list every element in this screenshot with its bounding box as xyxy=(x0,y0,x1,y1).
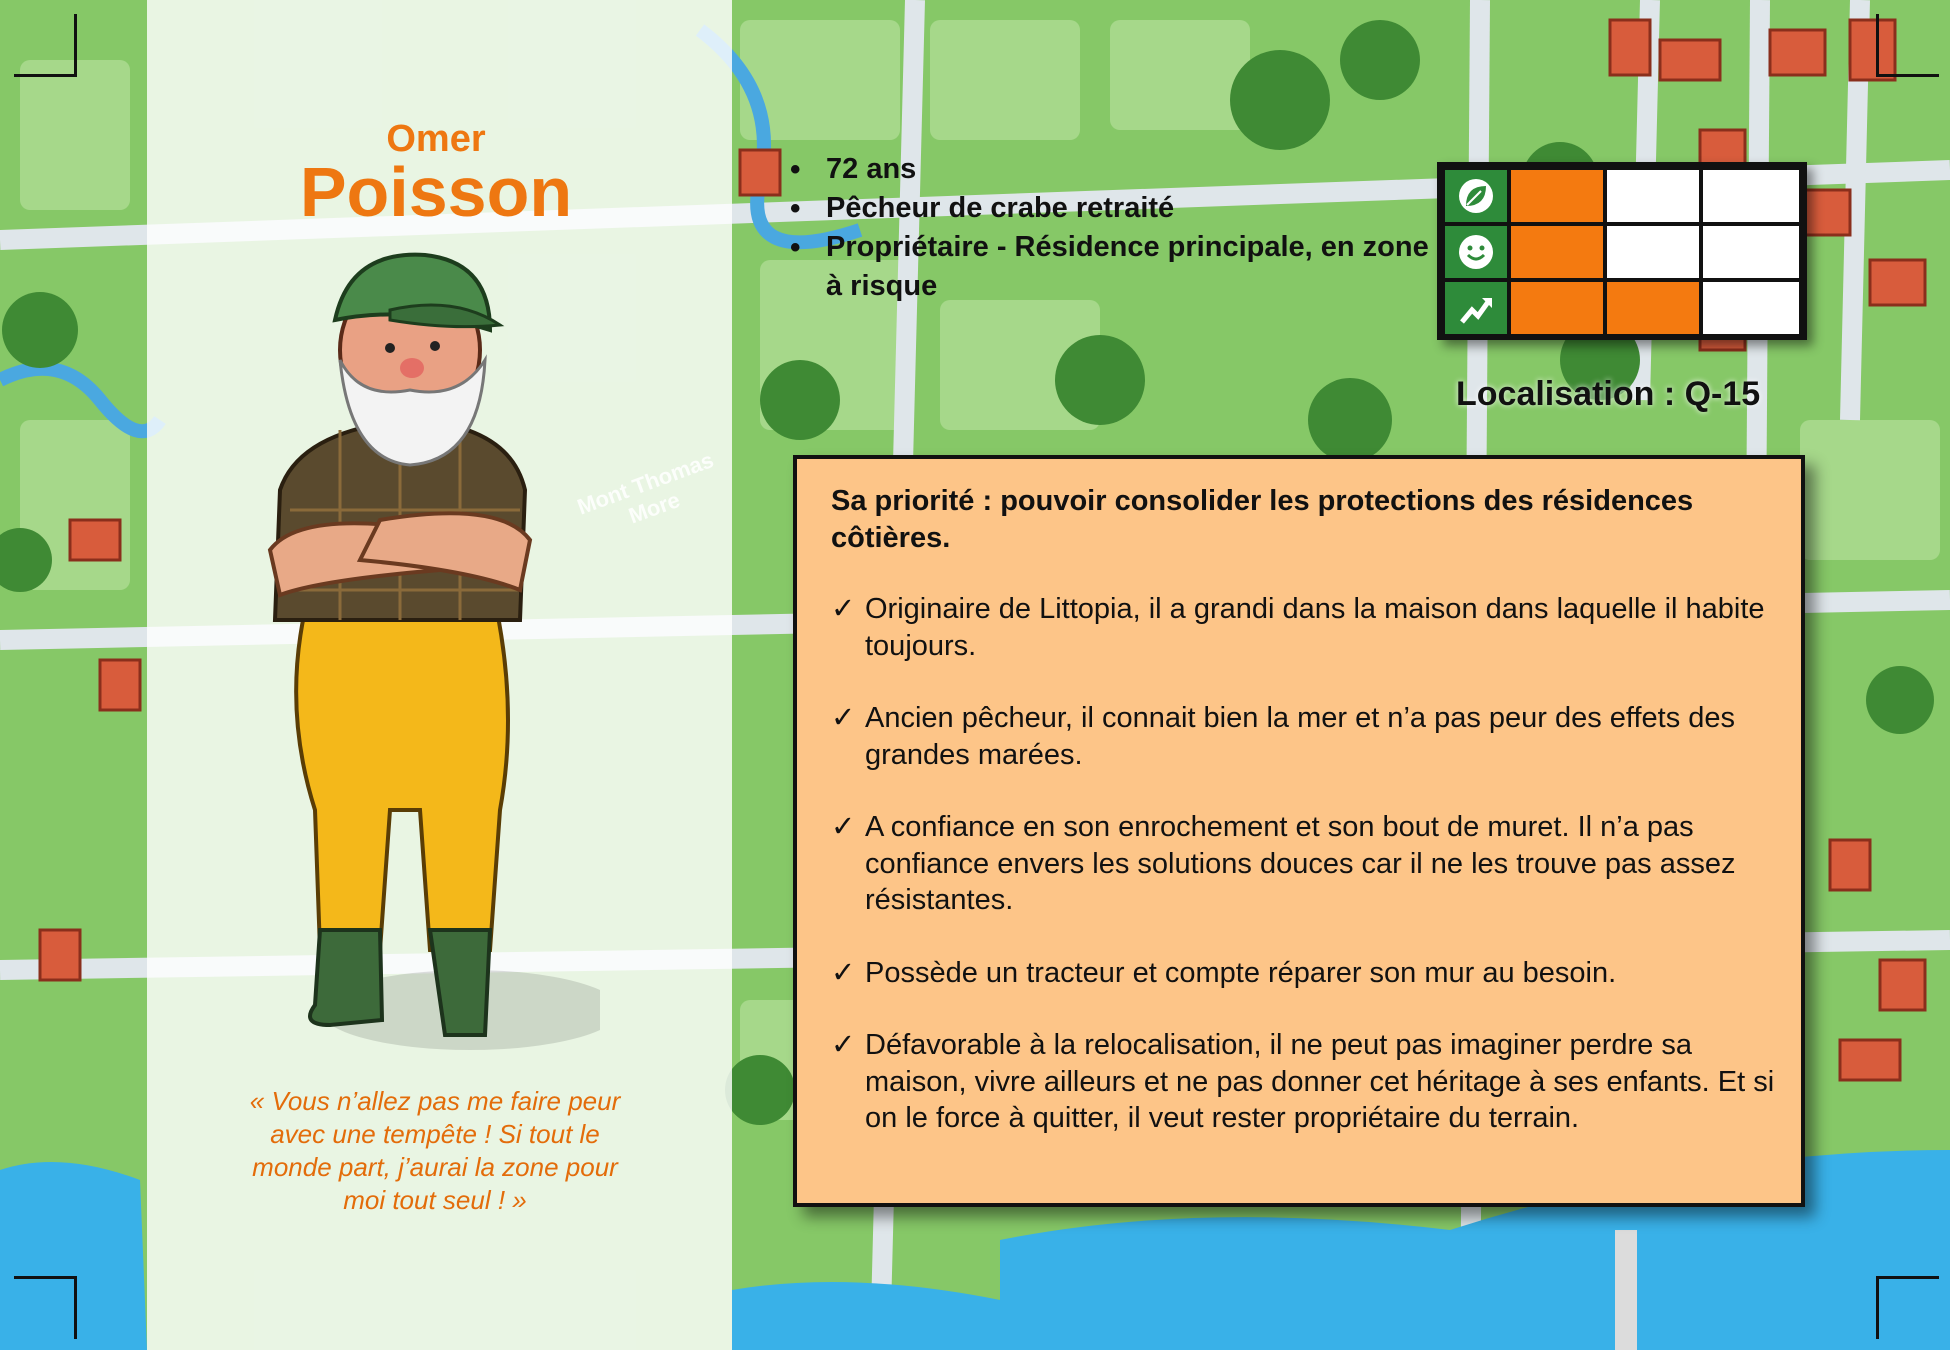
map-place-label: Mont Thomas More xyxy=(573,447,717,529)
point-text: A confiance en son enrochement et son bout de muret. Il n’a pas confiance envers les solutions douces car il ne les trouve pas assez résistantes. xyxy=(865,811,1736,916)
first-name: Omer xyxy=(386,118,486,160)
growth-icon xyxy=(1445,282,1507,334)
gauge-row-economy xyxy=(1445,282,1799,334)
score-gauge xyxy=(1437,162,1807,340)
last-name: Poisson xyxy=(299,153,573,231)
crop-mark-top-right xyxy=(1876,14,1939,77)
crop-mark-bottom-right xyxy=(1876,1276,1939,1339)
info-card xyxy=(793,455,1805,1207)
point-text: Originaire de Littopia, il a grandi dans la maison dans laquelle il habite toujours. xyxy=(865,593,1765,662)
check-icon: ✓ xyxy=(831,1029,856,1061)
fact-occupation: • Pêcheur de crabe retraité xyxy=(790,189,1436,228)
location-label: Localisation : Q-15 xyxy=(1456,375,1761,413)
point-item xyxy=(831,955,1785,992)
priority-text: Sa priorité : pouvoir consolider les protections des résidences côtières. xyxy=(831,485,1694,554)
point-item xyxy=(831,591,1785,664)
check-icon: ✓ xyxy=(831,956,856,989)
smiley-icon xyxy=(1445,226,1507,278)
point-item xyxy=(831,700,1785,773)
fact-age: • 72 ans xyxy=(790,150,1436,189)
check-icon: ✓ xyxy=(831,593,856,625)
leaf-icon xyxy=(1445,170,1507,222)
point-text: Ancien pêcheur, il connait bien la mer et n’a pas peur des effets des grandes marées. xyxy=(865,702,1736,771)
gauge-cell xyxy=(1703,226,1799,278)
gauge-cell xyxy=(1703,170,1799,222)
gauge-row-environment xyxy=(1445,170,1799,222)
points-list xyxy=(831,591,1785,1173)
check-icon: ✓ xyxy=(831,702,856,734)
point-item xyxy=(831,1027,1785,1137)
fisherman-portrait xyxy=(240,250,600,1070)
fact-housing: • Propriétaire - Résidence principale, en zone à risque xyxy=(790,228,1436,306)
gauge-cell xyxy=(1511,170,1603,222)
gauge-row-wellbeing xyxy=(1445,226,1799,278)
gauge-cell xyxy=(1703,282,1799,334)
character-quote: « Vous n’allez pas me faire peur avec une tempête ! Si tout le monde part, j’aurai la zone pour moi tout seul ! » xyxy=(249,1086,621,1215)
gauge-cell xyxy=(1511,282,1603,334)
point-text: Possède un tracteur et compte réparer son mur au besoin. xyxy=(865,956,1617,989)
point-item xyxy=(831,809,1785,919)
gauge-cell xyxy=(1607,282,1699,334)
gauge-cell xyxy=(1607,226,1699,278)
point-text: Défavorable à la relocalisation, il ne peut pas imaginer perdre sa maison, vivre ailleurs et ne pas donner cet héritage à ses enfants. Et si on le force à quitter, il veut rester propriétaire du terrain. xyxy=(865,1029,1775,1134)
crop-mark-bottom-left xyxy=(14,1276,77,1339)
facts-list xyxy=(790,150,1436,306)
check-icon: ✓ xyxy=(831,811,856,843)
gauge-cell xyxy=(1607,170,1699,222)
gauge-cell xyxy=(1511,226,1603,278)
crop-mark-top-left xyxy=(14,14,77,77)
